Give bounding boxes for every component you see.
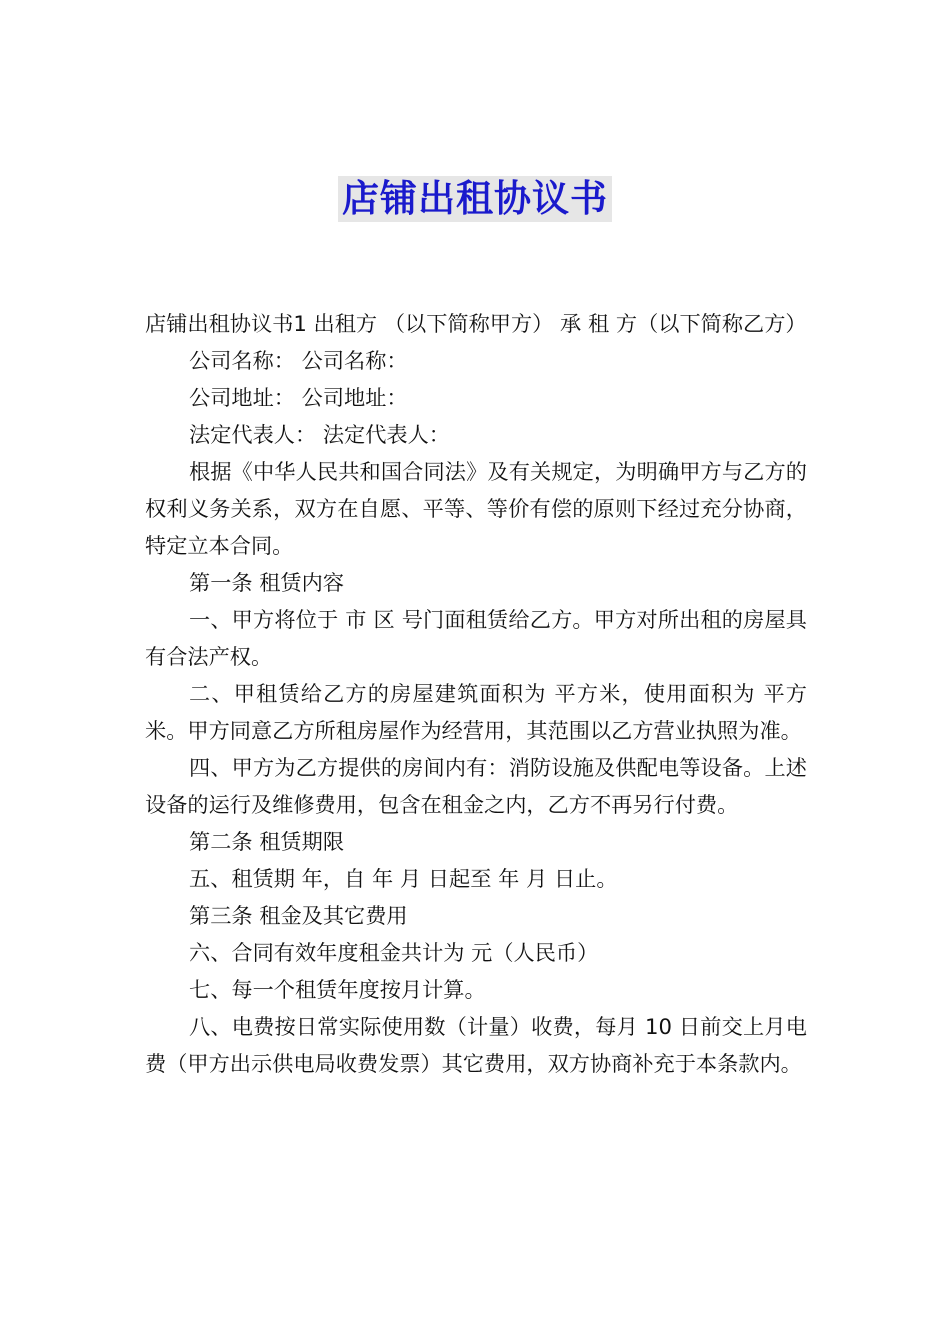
legal-representative-line: 法定代表人： 法定代表人： (189, 422, 450, 447)
clause-6: 六、合同有效年度租金共计为 元（人民币） (189, 940, 599, 965)
article-2-heading: 第二条 租赁期限 (189, 829, 345, 854)
preamble-paragraph: 根据《中华人民共和国合同法》及有关规定，为明确甲方与乙方的权利义务关系，双方在自愿、平等、等价有偿的原则下经过充分协商，特定立本合同。 (145, 459, 807, 558)
document-title: 店铺出租协议书 (338, 176, 612, 222)
article-3-heading: 第三条 租金及其它费用 (189, 903, 408, 928)
company-name-line: 公司名称： 公司名称： (189, 348, 408, 373)
company-address-line: 公司地址： 公司地址： (189, 385, 408, 410)
intro-paragraph: 店铺出租协议书1 出租方 （以下简称甲方） 承 租 方（以下简称乙方） (145, 311, 807, 336)
article-1-heading: 第一条 租赁内容 (189, 570, 345, 595)
title-container (0, 176, 950, 222)
clause-7: 七、每一个租赁年度按月计算。 (189, 977, 486, 1002)
clause-1: 一、甲方将位于 市 区 号门面租赁给乙方。甲方对所出租的房屋具有合法产权。 (145, 607, 807, 669)
clause-2: 二、甲租赁给乙方的房屋建筑面积为 平方米，使用面积为 平方米。甲方同意乙方所租房屋作为经营用，其范围以乙方营业执照为准。 (145, 681, 807, 743)
clause-5: 五、租赁期 年，自 年 月 日起至 年 月 日止。 (189, 866, 618, 891)
document-body (145, 305, 807, 1082)
clause-8: 八、电费按日常实际使用数（计量）收费，每月 10 日前交上月电费（甲方出示供电局收费发票）其它费用，双方协商补充于本条款内。 (145, 1014, 807, 1076)
clause-4: 四、甲方为乙方提供的房间内有：消防设施及供配电等设备。上述设备的运行及维修费用，包含在租金之内，乙方不再另行付费。 (145, 755, 807, 817)
